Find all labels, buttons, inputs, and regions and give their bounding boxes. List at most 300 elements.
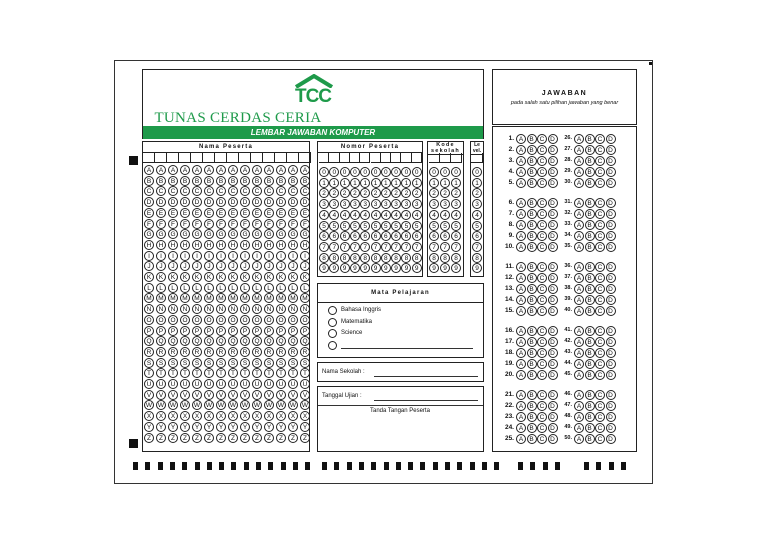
number-digit-bubble[interactable]: 0	[412, 167, 422, 177]
name-letter-bubble[interactable]: I	[144, 251, 154, 261]
answer-option-bubble[interactable]: B	[585, 178, 595, 188]
answer-option-bubble[interactable]: A	[516, 220, 526, 230]
name-letter-bubble[interactable]: O	[228, 315, 238, 325]
number-digit-bubble[interactable]: 0	[401, 167, 411, 177]
name-letter-bubble[interactable]: F	[168, 219, 178, 229]
number-digit-bubble[interactable]: 9	[412, 263, 422, 273]
name-letter-bubble[interactable]: A	[204, 165, 214, 175]
number-digit-bubble[interactable]: 9	[329, 263, 339, 273]
answer-option-bubble[interactable]: B	[527, 337, 537, 347]
name-letter-bubble[interactable]: F	[300, 219, 310, 229]
answer-option-bubble[interactable]: C	[595, 337, 605, 347]
answer-option-bubble[interactable]: D	[606, 231, 616, 241]
number-digit-bubble[interactable]: 0	[381, 167, 391, 177]
name-letter-bubble[interactable]: O	[216, 315, 226, 325]
name-write-cell[interactable]	[263, 152, 275, 163]
answer-option-bubble[interactable]: C	[595, 359, 605, 369]
name-letter-bubble[interactable]: J	[300, 261, 310, 271]
number-digit-bubble[interactable]: 5	[381, 221, 391, 231]
answer-option-bubble[interactable]: A	[516, 178, 526, 188]
number-digit-bubble[interactable]: 4	[329, 210, 339, 220]
name-letter-bubble[interactable]: N	[300, 304, 310, 314]
number-digit-bubble[interactable]: 6	[371, 231, 381, 241]
name-letter-bubble[interactable]: P	[168, 326, 178, 336]
number-digit-bubble[interactable]: 4	[381, 210, 391, 220]
school-code-write-cell[interactable]	[451, 153, 462, 163]
answer-option-bubble[interactable]: D	[606, 412, 616, 422]
answer-option-bubble[interactable]: B	[585, 156, 595, 166]
answer-option-bubble[interactable]: D	[548, 198, 558, 208]
name-letter-bubble[interactable]: H	[216, 240, 226, 250]
name-letter-bubble[interactable]: G	[276, 229, 286, 239]
name-letter-bubble[interactable]: Q	[240, 336, 250, 346]
number-digit-bubble[interactable]: 9	[340, 263, 350, 273]
name-letter-bubble[interactable]: X	[168, 411, 178, 421]
name-letter-bubble[interactable]: F	[156, 219, 166, 229]
answer-option-bubble[interactable]: C	[537, 434, 547, 444]
name-letter-bubble[interactable]: N	[156, 304, 166, 314]
name-letter-bubble[interactable]: H	[252, 240, 262, 250]
number-digit-bubble[interactable]: 4	[371, 210, 381, 220]
name-letter-bubble[interactable]: K	[240, 272, 250, 282]
name-letter-bubble[interactable]: P	[276, 326, 286, 336]
answer-option-bubble[interactable]: B	[585, 326, 595, 336]
name-write-cell[interactable]	[239, 152, 251, 163]
name-letter-bubble[interactable]: Q	[204, 336, 214, 346]
answer-option-bubble[interactable]: A	[516, 359, 526, 369]
answer-option-bubble[interactable]: D	[606, 348, 616, 358]
name-letter-bubble[interactable]: O	[300, 315, 310, 325]
name-letter-bubble[interactable]: M	[240, 293, 250, 303]
number-digit-bubble[interactable]: 5	[371, 221, 381, 231]
name-letter-bubble[interactable]: W	[241, 402, 249, 410]
school-code-digit-bubble[interactable]: 0	[429, 167, 439, 177]
name-letter-bubble[interactable]: T	[252, 368, 262, 378]
name-letter-bubble[interactable]: W	[205, 402, 213, 410]
name-letter-bubble[interactable]: U	[240, 379, 250, 389]
number-digit-bubble[interactable]: 0	[340, 167, 350, 177]
name-letter-bubble[interactable]: E	[300, 208, 310, 218]
number-digit-bubble[interactable]: 5	[391, 221, 401, 231]
name-letter-bubble[interactable]: X	[156, 411, 166, 421]
number-digit-bubble[interactable]: 7	[360, 242, 370, 252]
name-letter-bubble[interactable]: X	[192, 411, 202, 421]
name-letter-bubble[interactable]: U	[300, 379, 310, 389]
answer-option-bubble[interactable]: D	[606, 198, 616, 208]
school-code-digit-bubble[interactable]: 1	[429, 178, 439, 188]
number-digit-bubble[interactable]: 0	[371, 167, 381, 177]
name-letter-bubble[interactable]: B	[288, 176, 298, 186]
name-letter-bubble[interactable]: D	[300, 197, 310, 207]
name-letter-bubble[interactable]: K	[144, 272, 154, 282]
number-digit-bubble[interactable]: 0	[391, 167, 401, 177]
name-letter-bubble[interactable]: W	[193, 402, 201, 410]
number-digit-bubble[interactable]: 8	[401, 253, 411, 263]
answer-option-bubble[interactable]: C	[537, 273, 547, 283]
answer-option-bubble[interactable]: A	[516, 390, 526, 400]
name-letter-bubble[interactable]: B	[252, 176, 262, 186]
name-letter-bubble[interactable]: U	[168, 379, 178, 389]
name-write-cell[interactable]	[227, 152, 239, 163]
name-letter-bubble[interactable]: C	[144, 186, 154, 196]
name-letter-bubble[interactable]: M	[156, 293, 166, 303]
answer-option-bubble[interactable]: B	[585, 423, 595, 433]
number-digit-bubble[interactable]: 5	[329, 221, 339, 231]
answer-option-bubble[interactable]: B	[585, 306, 595, 316]
name-letter-bubble[interactable]: I	[204, 251, 214, 261]
answer-option-bubble[interactable]: D	[606, 337, 616, 347]
name-letter-bubble[interactable]: O	[240, 315, 250, 325]
name-letter-bubble[interactable]: L	[252, 283, 262, 293]
name-letter-bubble[interactable]: H	[156, 240, 166, 250]
answer-option-bubble[interactable]: C	[537, 145, 547, 155]
answer-option-bubble[interactable]: D	[606, 242, 616, 252]
name-letter-bubble[interactable]: D	[144, 197, 154, 207]
name-letter-bubble[interactable]: G	[240, 229, 250, 239]
name-letter-bubble[interactable]: I	[240, 251, 250, 261]
number-digit-bubble[interactable]: 1	[412, 178, 422, 188]
name-letter-bubble[interactable]: S	[288, 358, 298, 368]
level-digit-bubble[interactable]: 8	[472, 253, 482, 263]
name-letter-bubble[interactable]: Z	[216, 433, 226, 443]
answer-option-bubble[interactable]: B	[527, 390, 537, 400]
name-letter-bubble[interactable]: G	[204, 229, 214, 239]
name-letter-bubble[interactable]: S	[192, 358, 202, 368]
level-write-cell[interactable]	[471, 153, 483, 163]
name-letter-bubble[interactable]: R	[192, 347, 202, 357]
name-letter-bubble[interactable]: Z	[144, 433, 154, 443]
name-letter-bubble[interactable]: R	[216, 347, 226, 357]
name-letter-bubble[interactable]: J	[216, 261, 226, 271]
answer-option-bubble[interactable]: C	[537, 178, 547, 188]
number-digit-bubble[interactable]: 3	[412, 199, 422, 209]
answer-option-bubble[interactable]: C	[595, 167, 605, 177]
answer-option-bubble[interactable]: A	[516, 401, 526, 411]
answer-option-bubble[interactable]: D	[548, 306, 558, 316]
name-letter-bubble[interactable]: H	[300, 240, 310, 250]
name-letter-bubble[interactable]: S	[252, 358, 262, 368]
answer-option-bubble[interactable]: A	[516, 242, 526, 252]
number-digit-bubble[interactable]: 2	[401, 188, 411, 198]
name-letter-bubble[interactable]: J	[252, 261, 262, 271]
answer-option-bubble[interactable]: C	[537, 337, 547, 347]
name-letter-bubble[interactable]: W	[265, 402, 273, 410]
name-letter-bubble[interactable]: A	[264, 165, 274, 175]
name-letter-bubble[interactable]: T	[264, 368, 274, 378]
name-letter-bubble[interactable]: I	[192, 251, 202, 261]
number-digit-bubble[interactable]: 6	[340, 231, 350, 241]
name-letter-bubble[interactable]: A	[276, 165, 286, 175]
name-letter-bubble[interactable]: N	[180, 304, 190, 314]
school-code-digit-bubble[interactable]: 4	[440, 210, 450, 220]
name-letter-bubble[interactable]: H	[144, 240, 154, 250]
answer-option-bubble[interactable]: C	[595, 390, 605, 400]
answer-option-bubble[interactable]: D	[606, 434, 616, 444]
name-letter-bubble[interactable]: W	[181, 402, 189, 410]
answer-option-bubble[interactable]: C	[595, 178, 605, 188]
name-letter-bubble[interactable]: E	[168, 208, 178, 218]
answer-option-bubble[interactable]: A	[574, 348, 584, 358]
name-letter-bubble[interactable]: A	[240, 165, 250, 175]
answer-option-bubble[interactable]: D	[548, 412, 558, 422]
school-code-digit-bubble[interactable]: 9	[440, 263, 450, 273]
name-letter-bubble[interactable]: H	[204, 240, 214, 250]
answer-option-bubble[interactable]: C	[537, 401, 547, 411]
answer-option-bubble[interactable]: D	[548, 337, 558, 347]
name-letter-bubble[interactable]: S	[276, 358, 286, 368]
answer-option-bubble[interactable]: D	[548, 167, 558, 177]
name-letter-bubble[interactable]: N	[288, 304, 298, 314]
number-write-cell[interactable]	[319, 152, 329, 163]
name-letter-bubble[interactable]: S	[300, 358, 310, 368]
name-letter-bubble[interactable]: Y	[240, 422, 250, 432]
answer-option-bubble[interactable]: A	[574, 273, 584, 283]
answer-option-bubble[interactable]: C	[537, 231, 547, 241]
name-letter-bubble[interactable]: C	[156, 186, 166, 196]
answer-option-bubble[interactable]: C	[595, 145, 605, 155]
answer-option-bubble[interactable]: C	[537, 284, 547, 294]
name-letter-bubble[interactable]: M	[216, 293, 226, 303]
name-letter-bubble[interactable]: T	[204, 368, 214, 378]
answer-option-bubble[interactable]: C	[595, 198, 605, 208]
name-letter-bubble[interactable]: I	[156, 251, 166, 261]
name-letter-bubble[interactable]: J	[204, 261, 214, 271]
name-letter-bubble[interactable]: J	[192, 261, 202, 271]
name-letter-bubble[interactable]: J	[288, 261, 298, 271]
answer-option-bubble[interactable]: A	[516, 348, 526, 358]
name-letter-bubble[interactable]: G	[156, 229, 166, 239]
name-letter-bubble[interactable]: P	[300, 326, 310, 336]
name-letter-bubble[interactable]: S	[156, 358, 166, 368]
answer-option-bubble[interactable]: B	[527, 359, 537, 369]
name-letter-bubble[interactable]: E	[216, 208, 226, 218]
name-letter-bubble[interactable]: G	[216, 229, 226, 239]
name-letter-bubble[interactable]: Y	[144, 422, 154, 432]
name-letter-bubble[interactable]: G	[288, 229, 298, 239]
answer-option-bubble[interactable]: B	[585, 295, 595, 305]
answer-option-bubble[interactable]: B	[527, 262, 537, 272]
school-code-digit-bubble[interactable]: 7	[451, 242, 461, 252]
name-letter-bubble[interactable]: L	[288, 283, 298, 293]
number-digit-bubble[interactable]: 9	[319, 263, 329, 273]
answer-option-bubble[interactable]: B	[527, 273, 537, 283]
name-letter-bubble[interactable]: M	[168, 293, 178, 303]
name-letter-bubble[interactable]: Y	[276, 422, 286, 432]
number-digit-bubble[interactable]: 3	[360, 199, 370, 209]
number-digit-bubble[interactable]: 3	[371, 199, 381, 209]
name-letter-bubble[interactable]: K	[156, 272, 166, 282]
name-letter-bubble[interactable]: U	[156, 379, 166, 389]
name-letter-bubble[interactable]: Q	[276, 336, 286, 346]
name-letter-bubble[interactable]: C	[264, 186, 274, 196]
number-digit-bubble[interactable]: 1	[340, 178, 350, 188]
name-letter-bubble[interactable]: T	[216, 368, 226, 378]
name-letter-bubble[interactable]: Y	[228, 422, 238, 432]
name-letter-bubble[interactable]: B	[156, 176, 166, 186]
name-letter-bubble[interactable]: R	[204, 347, 214, 357]
name-letter-bubble[interactable]: L	[180, 283, 190, 293]
answer-option-bubble[interactable]: D	[548, 348, 558, 358]
name-letter-bubble[interactable]: C	[216, 186, 226, 196]
name-letter-bubble[interactable]: K	[204, 272, 214, 282]
answer-option-bubble[interactable]: A	[516, 134, 526, 144]
answer-option-bubble[interactable]: A	[574, 178, 584, 188]
name-letter-bubble[interactable]: P	[156, 326, 166, 336]
name-letter-bubble[interactable]: N	[264, 304, 274, 314]
name-letter-bubble[interactable]: Y	[264, 422, 274, 432]
name-letter-bubble[interactable]: P	[192, 326, 202, 336]
number-digit-bubble[interactable]: 8	[319, 253, 329, 263]
subject-radio[interactable]	[328, 306, 337, 315]
subject-radio[interactable]	[328, 329, 337, 338]
number-digit-bubble[interactable]: 2	[412, 188, 422, 198]
name-write-cell[interactable]	[203, 152, 215, 163]
number-write-cell[interactable]	[401, 152, 411, 163]
answer-option-bubble[interactable]: B	[585, 145, 595, 155]
name-letter-bubble[interactable]: R	[264, 347, 274, 357]
answer-option-bubble[interactable]: C	[595, 242, 605, 252]
number-digit-bubble[interactable]: 8	[412, 253, 422, 263]
number-digit-bubble[interactable]: 9	[360, 263, 370, 273]
name-letter-bubble[interactable]: J	[276, 261, 286, 271]
answer-option-bubble[interactable]: B	[527, 295, 537, 305]
number-digit-bubble[interactable]: 3	[381, 199, 391, 209]
answer-option-bubble[interactable]: C	[537, 209, 547, 219]
school-code-digit-bubble[interactable]: 6	[429, 231, 439, 241]
name-write-cell[interactable]	[143, 152, 155, 163]
answer-option-bubble[interactable]: C	[595, 231, 605, 241]
number-digit-bubble[interactable]: 4	[340, 210, 350, 220]
name-letter-bubble[interactable]: J	[156, 261, 166, 271]
level-digit-bubble[interactable]: 1	[472, 178, 482, 188]
number-digit-bubble[interactable]: 4	[401, 210, 411, 220]
name-letter-bubble[interactable]: S	[240, 358, 250, 368]
answer-option-bubble[interactable]: A	[574, 145, 584, 155]
name-letter-bubble[interactable]: C	[168, 186, 178, 196]
name-letter-bubble[interactable]: W	[301, 402, 309, 410]
answer-option-bubble[interactable]: A	[574, 284, 584, 294]
name-letter-bubble[interactable]: B	[192, 176, 202, 186]
number-digit-bubble[interactable]: 4	[319, 210, 329, 220]
name-letter-bubble[interactable]: W	[169, 402, 177, 410]
number-digit-bubble[interactable]: 2	[371, 188, 381, 198]
answer-option-bubble[interactable]: B	[527, 198, 537, 208]
name-letter-bubble[interactable]: L	[300, 283, 310, 293]
name-letter-bubble[interactable]: R	[144, 347, 154, 357]
answer-option-bubble[interactable]: A	[574, 295, 584, 305]
name-letter-bubble[interactable]: R	[156, 347, 166, 357]
name-letter-bubble[interactable]: V	[144, 390, 154, 400]
number-digit-bubble[interactable]: 6	[350, 231, 360, 241]
name-letter-bubble[interactable]: R	[276, 347, 286, 357]
answer-option-bubble[interactable]: C	[595, 295, 605, 305]
answer-option-bubble[interactable]: D	[548, 284, 558, 294]
number-digit-bubble[interactable]: 7	[319, 242, 329, 252]
name-letter-bubble[interactable]: J	[168, 261, 178, 271]
answer-option-bubble[interactable]: D	[548, 390, 558, 400]
number-digit-bubble[interactable]: 3	[319, 199, 329, 209]
name-letter-bubble[interactable]: X	[264, 411, 274, 421]
answer-option-bubble[interactable]: B	[527, 412, 537, 422]
name-letter-bubble[interactable]: K	[192, 272, 202, 282]
name-letter-bubble[interactable]: Y	[204, 422, 214, 432]
number-write-cell[interactable]	[391, 152, 401, 163]
name-letter-bubble[interactable]: H	[180, 240, 190, 250]
name-letter-bubble[interactable]: R	[300, 347, 310, 357]
number-digit-bubble[interactable]: 8	[381, 253, 391, 263]
name-letter-bubble[interactable]: Y	[168, 422, 178, 432]
name-letter-bubble[interactable]: G	[300, 229, 310, 239]
answer-option-bubble[interactable]: C	[595, 209, 605, 219]
name-letter-bubble[interactable]: E	[264, 208, 274, 218]
number-digit-bubble[interactable]: 4	[391, 210, 401, 220]
name-letter-bubble[interactable]: Q	[144, 336, 154, 346]
school-code-digit-bubble[interactable]: 3	[440, 199, 450, 209]
name-letter-bubble[interactable]: M	[252, 293, 262, 303]
name-letter-bubble[interactable]: Y	[180, 422, 190, 432]
name-letter-bubble[interactable]: D	[180, 197, 190, 207]
name-letter-bubble[interactable]: R	[180, 347, 190, 357]
name-letter-bubble[interactable]: S	[216, 358, 226, 368]
name-letter-bubble[interactable]: V	[180, 390, 190, 400]
school-code-digit-bubble[interactable]: 6	[440, 231, 450, 241]
answer-option-bubble[interactable]: B	[585, 348, 595, 358]
number-digit-bubble[interactable]: 8	[360, 253, 370, 263]
name-letter-bubble[interactable]: U	[228, 379, 238, 389]
answer-option-bubble[interactable]: C	[595, 220, 605, 230]
name-letter-bubble[interactable]: T	[192, 368, 202, 378]
answer-option-bubble[interactable]: A	[516, 262, 526, 272]
answer-option-bubble[interactable]: A	[574, 326, 584, 336]
name-write-cell[interactable]	[299, 152, 311, 163]
name-letter-bubble[interactable]: L	[204, 283, 214, 293]
number-digit-bubble[interactable]: 6	[391, 231, 401, 241]
number-digit-bubble[interactable]: 0	[329, 167, 339, 177]
name-letter-bubble[interactable]: V	[300, 390, 310, 400]
name-letter-bubble[interactable]: W	[145, 402, 153, 410]
name-letter-bubble[interactable]: I	[288, 251, 298, 261]
name-letter-bubble[interactable]: Z	[156, 433, 166, 443]
answer-option-bubble[interactable]: D	[606, 401, 616, 411]
name-letter-bubble[interactable]: O	[252, 315, 262, 325]
school-code-digit-bubble[interactable]: 2	[440, 188, 450, 198]
answer-option-bubble[interactable]: A	[516, 434, 526, 444]
name-letter-bubble[interactable]: I	[264, 251, 274, 261]
name-letter-bubble[interactable]: N	[216, 304, 226, 314]
name-letter-bubble[interactable]: Z	[168, 433, 178, 443]
name-letter-bubble[interactable]: S	[180, 358, 190, 368]
level-digit-bubble[interactable]: 6	[472, 231, 482, 241]
name-letter-bubble[interactable]: P	[264, 326, 274, 336]
name-letter-bubble[interactable]: C	[300, 186, 310, 196]
name-letter-bubble[interactable]: Q	[228, 336, 238, 346]
answer-option-bubble[interactable]: C	[537, 359, 547, 369]
name-letter-bubble[interactable]: T	[180, 368, 190, 378]
name-letter-bubble[interactable]: O	[180, 315, 190, 325]
name-letter-bubble[interactable]: G	[180, 229, 190, 239]
number-write-cell[interactable]	[381, 152, 391, 163]
name-letter-bubble[interactable]: W	[277, 402, 285, 410]
name-letter-bubble[interactable]: N	[144, 304, 154, 314]
answer-option-bubble[interactable]: C	[537, 326, 547, 336]
answer-option-bubble[interactable]: D	[548, 134, 558, 144]
answer-option-bubble[interactable]: B	[527, 284, 537, 294]
name-letter-bubble[interactable]: C	[288, 186, 298, 196]
answer-option-bubble[interactable]: C	[537, 390, 547, 400]
number-digit-bubble[interactable]: 4	[412, 210, 422, 220]
answer-option-bubble[interactable]: D	[548, 262, 558, 272]
name-letter-bubble[interactable]: P	[144, 326, 154, 336]
